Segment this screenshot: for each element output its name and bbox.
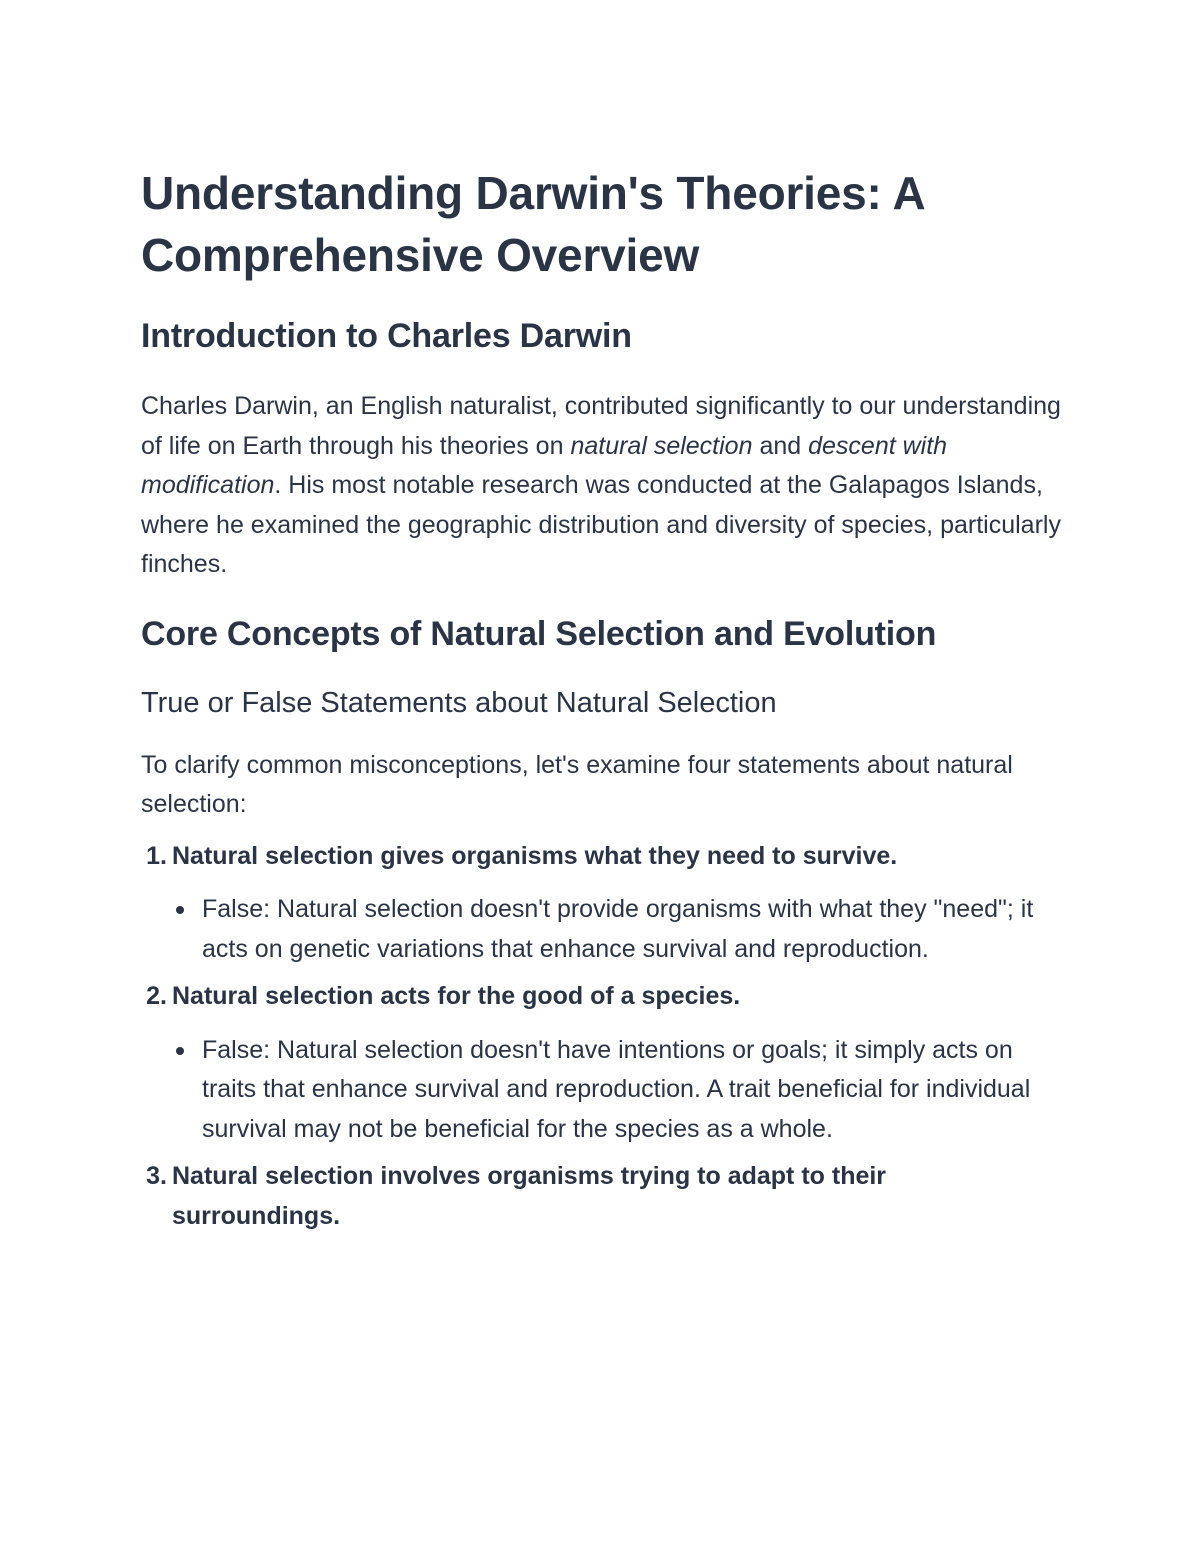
statement-text: Natural selection acts for the good of a species. bbox=[172, 982, 741, 1010]
bullet-icon bbox=[176, 906, 184, 914]
list-number: 1. bbox=[146, 841, 167, 870]
answer-list bbox=[172, 1031, 1061, 1150]
lead-paragraph: To clarify common misconceptions, let's examine four statements about natural selection: bbox=[141, 750, 1013, 818]
statements-list bbox=[141, 837, 1061, 1237]
answer-text: False: Natural selection doesn't provide organisms with what they "need"; it acts on genetic variations that enhance survival and reproduction. bbox=[202, 895, 1034, 963]
list-item bbox=[141, 1157, 1061, 1236]
answer-item bbox=[200, 890, 1061, 969]
section-heading-core: Core Concepts of Natural Selection and Evolution bbox=[141, 614, 937, 653]
answer-text: False: Natural selection doesn't have intentions or goals; it simply acts on traits that enhance survival and reproduction. A trait beneficial for individual survival may not be beneficial for the species as a whole. bbox=[202, 1035, 1031, 1143]
list-item bbox=[141, 837, 1061, 970]
intro-paragraph bbox=[141, 387, 1061, 585]
intro-text-1: Charles Darwin, an English naturalist, contributed significantly to our understanding of life on Earth through his theories on bbox=[141, 392, 1061, 460]
answer-list bbox=[172, 890, 1061, 969]
statement-text: Natural selection involves organisms trying to adapt to their surroundings. bbox=[172, 1162, 887, 1230]
document-page bbox=[141, 162, 1061, 1236]
document-title: Understanding Darwin's Theories: A Comprehensive Overview bbox=[141, 167, 924, 281]
list-number: 3. bbox=[146, 1162, 167, 1190]
intro-emphasis-natural-selection: natural selection bbox=[570, 431, 753, 460]
answer-item bbox=[200, 1031, 1061, 1150]
subsection-heading: True or False Statements about Natural Selection bbox=[141, 686, 777, 719]
list-number: 2. bbox=[146, 982, 167, 1010]
statement-text: Natural selection gives organisms what they need to survive. bbox=[172, 841, 898, 870]
intro-text-3: . His most notable research was conducted at the Galapagos Islands, where he examined the geographic distribution and diversity of species, particularly finches. bbox=[141, 471, 1061, 578]
bullet-icon bbox=[176, 1047, 184, 1055]
list-item bbox=[141, 977, 1061, 1149]
section-heading-intro: Introduction to Charles Darwin bbox=[141, 317, 632, 355]
intro-emphasis-descent: descent with modification bbox=[141, 431, 948, 499]
intro-text-2: and bbox=[752, 431, 809, 460]
